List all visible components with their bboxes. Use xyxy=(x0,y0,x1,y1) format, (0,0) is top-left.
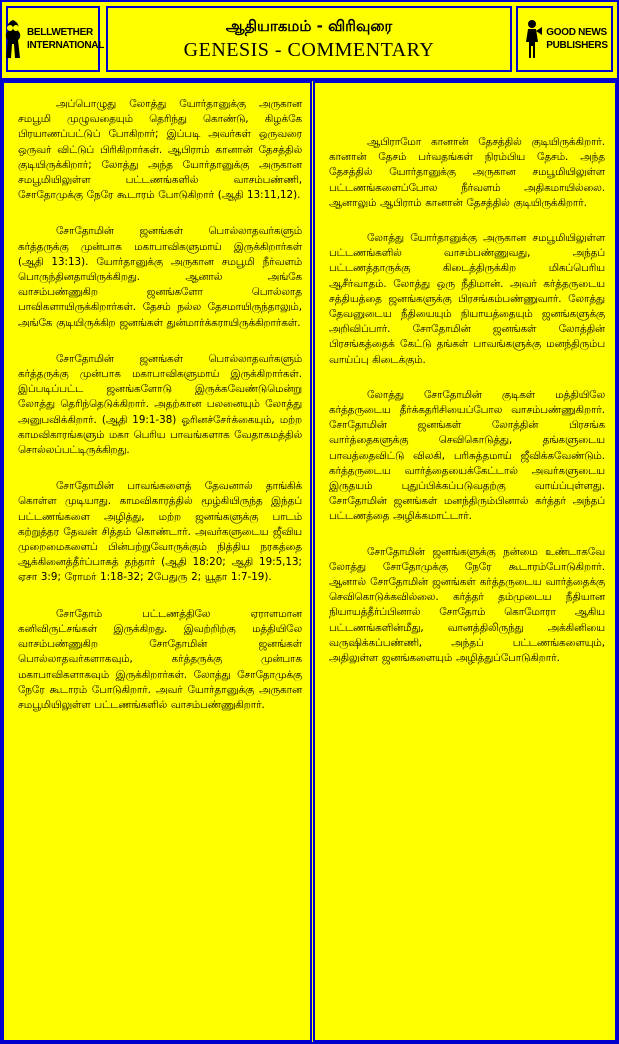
left-paragraph-5: சோதோம் பட்டணத்திலே ஏராளமான கனிவிருட்சங்கள் இருக்கிறது. இவற்றிற்கு மத்தியிலே வாசம்பண்ணுகிற சோதோமின் ஜனங்கள் பொல்லாதவர்களாகவும், கர்த்தருக்கு முன்பாக மகாபாவிகளாகவும் இருக்கிறார்கள். லோத்து சோதோமுக்கு நேரே கூடாரம் போடுகிறார். அவர் யோர்தானுக்கு அருகான சமபூமியிலுள்ள பட்டணங்களில் வாசம்பண்ணுகிறார். xyxy=(18,607,302,711)
trumpet-herald-icon xyxy=(521,18,543,60)
left-paragraph-4: சோதோமின் பாவங்களைத் தேவனால் தாங்கிக் கொள்ள முடியாது. காமவிகாரத்தில் மூழ்கியிருந்த இந்தப் பட்டணங்களை அழித்து, மற்ற ஜனங்களுக்கு பாடம் கற்றுத்தர தேவன் சித்தம் கொண்டார். அவர்களுடைய ஜீவிய முறைமைகளைப் பின்பற்றுவோருக்கும் நித்திய நரகத்தை ஆக்கினைத்தீர்ப்பாகத் தந்தார் (ஆதி 18:20; ஆதி 19:5,13; ஏசா 3:9; ரோமர் 1:18-32; 2பேதுரு 2; யூதா 1:7-19). xyxy=(18,480,302,584)
left-paragraph-1: அப்பொழுது லோத்து யோர்தானுக்கு அருகான சமபூமி முழுவதையும் தெரிந்து கொண்டு, கிழக்கே பிரயாணப்பட்டுப் போகிறார்; இப்படி அவர்கள் ஒருவரை ஒருவர் விட்டுப் பிரிகிறார்கள். ஆபிராம் கானான் தேசத்தில் குடியிருக்கிறார்; லோத்து அந்த யோர்தானுக்கு அருகான சமபூமியிலுள்ள பட்டணங்களில் வாசம்பண்ணி, சோதோமுக்கு நேரே கூடாரம் போடுகிறார் (ஆதி 13:11,12). xyxy=(18,98,302,202)
page-header xyxy=(2,2,617,81)
title-box xyxy=(106,6,512,72)
ram-icon xyxy=(2,18,24,60)
good-news-logo xyxy=(516,6,613,72)
right-paragraph-2: லோத்து யோர்தானுக்கு அருகான சமபூமியிலுள்ள பட்டணங்களில் வாசம்பண்ணுவது, அந்தப் பட்டணத்தாருக்கு கிடைத்திருக்கிற மிகப்பெரிய ஆசீர்வாதம். லோத்து ஒரு நீதிமான். அவர் கர்த்தருடைய சத்தியத்தை ஜனங்களுக்கு பிரசங்கம்பண்ணுவார். லோத்து தேவனுடைய நீதியையும் நியாயத்தையும் ஜனங்களுக்கு அறிவிப்பார். சோதோமின் ஜனங்கள் லோத்தின் பிரசங்கத்தைக் கேட்டு தங்கள் பாவங்களுக்கு மனந்திரும்ப வாய்ப்பு கிடைக்கும். xyxy=(329,232,605,366)
content-columns xyxy=(2,81,617,1042)
right-paragraph-1: ஆபிராமோ கானான் தேசத்தில் குடியிருக்கிறார். கானான் தேசம் பர்வதங்கள் நிரம்பிய தேசம். அந்த தேசத்தில் யோர்தானுக்கு அருகான சமபூமியிலுள்ள பட்டணங்களைப்போல நீர்வளம் அதிகமாயில்லை. ஆனாலும் ஆபிராம் கானான் தேசத்தில் குடியிருக்கிறார். xyxy=(329,136,605,209)
right-column xyxy=(313,81,617,1042)
right-logo-line1: GOOD NEWS xyxy=(546,27,607,38)
right-paragraph-4: சோதோமின் ஜனங்களுக்கு நன்மை உண்டாகவே லோத்து சோதோமுக்கு நேரே கூடாரம்போடுகிறார். ஆனால் சோதோமின் ஜனங்கள் கர்த்தருடைய வார்த்தைக்கு செவிகொடுக்கவில்லை. கர்த்தர் தம்முடைய நீதியான நியாயத்தீர்ப்பினால் சோதோம் கொமோரா ஆகிய பட்டணங்களின்மீது, வானத்திலிருந்து அக்கினியை வருஷிக்கப்பண்ணி, அந்தப் பட்டணங்களையும், அதிலுள்ள ஜனங்களையும் அழித்துப்போடுகிறார். xyxy=(329,545,605,665)
left-logo-line1: BELLWETHER xyxy=(26,27,93,38)
left-paragraph-3: சோதோமின் ஜனங்கள் பொல்லாதவர்களும் கர்த்தருக்கு முன்பாக மகாபாவிகளுமாய் இருக்கிறார்கள். இப்படிப்பட்ட ஜனங்களோடு இருக்கவேண்டுமென்று லோத்து தெரிந்தெடுக்கிறார். அதற்கான பலனையும் லோத்து அனுபவிக்கிறார். (ஆதி 19:1-38) ஓரினச்சேர்க்கையும், மற்ற காமவிகாரங்களும் மகா பெரிய பாவங்களாக வேதாகமத்தில் சொல்லப்பட்டிருக்கிறது. xyxy=(18,352,302,457)
page-title-english: GENESIS - COMMENTARY xyxy=(183,39,435,61)
bellwether-logo xyxy=(6,6,105,72)
left-logo-line2: INTERNATIONAL xyxy=(26,40,105,51)
left-paragraph-2: சோதோமின் ஜனங்கள் பொல்லாதவர்களும் கர்த்தருக்கு முன்பாக மகாபாவிகளுமாய் இருக்கிறார்கள் (ஆதி 13:13). யோர்தானுக்கு அருகான சமபூமி நீர்வளம் பொருந்தினதாயிருக்கிறது. ஆனால் அங்கே வாசம்பண்ணுகிற ஜனங்களோ பொல்லாத பாவிகளாயிருக்கிறார்கள். தேசம் நல்ல தேசமாயிருந்தாலும், அங்கே குடியிருக்கிற ஜனங்கள் துன்மார்க்கராயிருக்கிறார்கள். xyxy=(18,225,302,329)
right-paragraph-3: லோத்து சோதோமின் குடிகள் மத்தியிலே கர்த்தருடைய தீர்க்கதரிசியைப்போல வாசம்பண்ணுகிறார். சோதோமின் ஜனங்கள் லோத்தின் பிரசங்க வார்த்தைகளுக்கு செவிகொடுத்து, தங்களுடைய பாவத்தைவிட்டு விலகி, பரிசுத்தமாய் ஜீவிக்கவேண்டும். கர்த்தருடைய வார்த்தையைக்கேட்டால் அவர்களுடைய இருதயம் புதுப்பிக்கப்படுவதற்கு வாய்ப்புள்ளது. சோதோமின் ஜனங்கள் மனந்திரும்பினால் கர்த்தர் அந்தப் பட்டணத்தை அழிக்கமாட்டார். xyxy=(329,388,605,523)
left-column xyxy=(2,81,312,1042)
right-logo-line2: PUBLISHERS xyxy=(546,40,608,51)
page-title-tamil: ஆதியாகமம் - விரிவுரை xyxy=(225,17,393,35)
